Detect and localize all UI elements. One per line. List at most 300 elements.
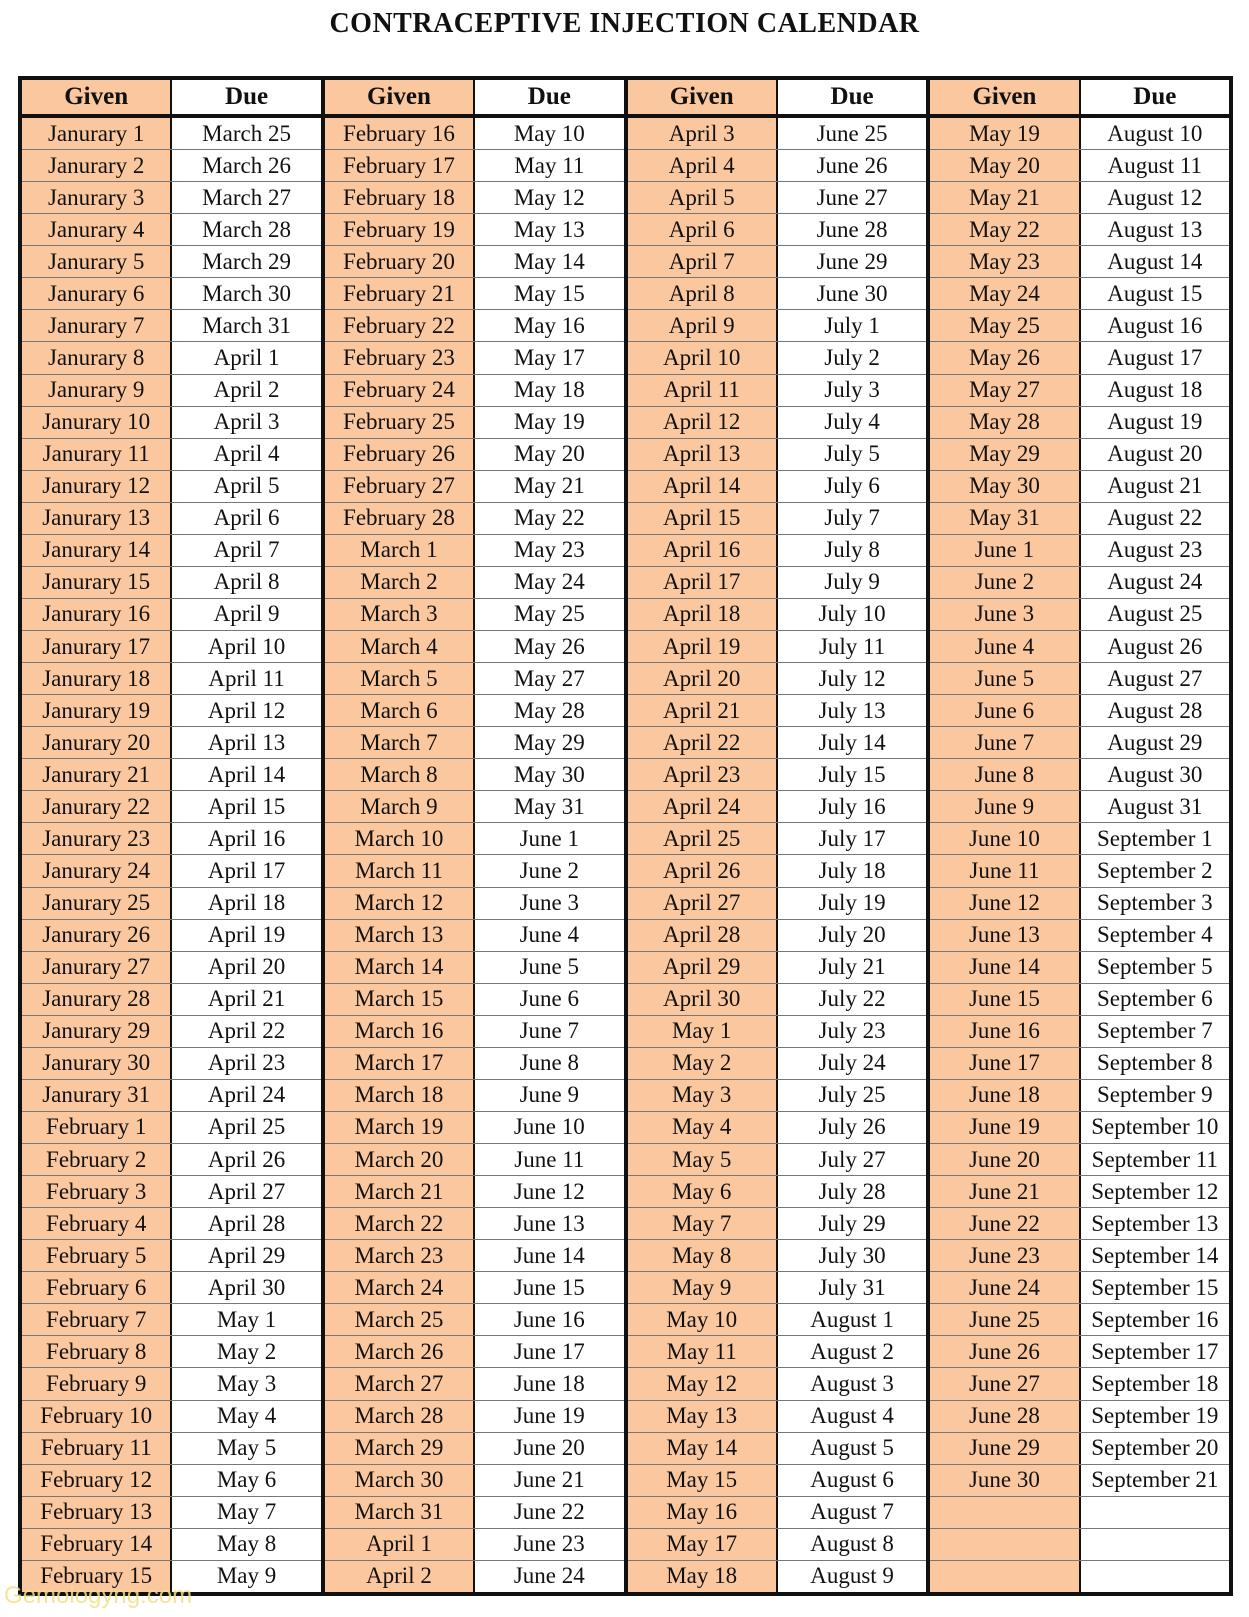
given-cell: May 9	[628, 1272, 778, 1303]
table-row	[325, 567, 624, 599]
table-row	[325, 823, 624, 855]
due-cell: April 20	[172, 952, 320, 983]
given-cell: April 15	[628, 503, 778, 534]
given-cell: Janurary 14	[22, 535, 172, 566]
given-cell: Janurary 2	[22, 150, 172, 181]
given-cell: May 29	[930, 439, 1080, 470]
given-cell: June 3	[930, 599, 1080, 630]
due-cell: July 14	[778, 727, 926, 758]
due-cell: May 7	[172, 1497, 320, 1528]
due-cell: June 14	[475, 1240, 623, 1271]
table-row	[930, 503, 1229, 535]
due-cell: June 12	[475, 1176, 623, 1207]
due-cell: June 2	[475, 855, 623, 886]
due-cell: May 29	[475, 727, 623, 758]
due-cell: August 23	[1081, 535, 1229, 566]
given-cell: May 12	[628, 1368, 778, 1399]
table-row	[628, 503, 927, 535]
given-cell: March 25	[325, 1304, 475, 1335]
due-cell: May 17	[475, 342, 623, 373]
due-header: Due	[172, 80, 320, 114]
given-cell: April 4	[628, 150, 778, 181]
due-cell: June 3	[475, 888, 623, 919]
due-cell: April 11	[172, 663, 320, 694]
table-row	[930, 1497, 1229, 1529]
given-cell: March 29	[325, 1433, 475, 1464]
due-cell: May 27	[475, 663, 623, 694]
table-row	[930, 1176, 1229, 1208]
given-cell: March 9	[325, 791, 475, 822]
given-cell: February 4	[22, 1208, 172, 1239]
due-cell	[1081, 1561, 1229, 1592]
table-row	[628, 1080, 927, 1112]
table-row	[930, 1465, 1229, 1497]
table-row	[628, 952, 927, 984]
due-cell: September 1	[1081, 823, 1229, 854]
given-cell: Janurary 29	[22, 1016, 172, 1047]
due-header: Due	[778, 80, 926, 114]
due-cell: August 25	[1081, 599, 1229, 630]
due-cell: September 9	[1081, 1080, 1229, 1111]
due-cell: May 26	[475, 631, 623, 662]
table-row	[930, 695, 1229, 727]
due-cell: June 28	[778, 214, 926, 245]
due-cell: June 8	[475, 1048, 623, 1079]
due-cell: July 8	[778, 535, 926, 566]
due-cell: May 10	[475, 118, 623, 149]
due-cell: September 17	[1081, 1336, 1229, 1367]
given-cell: April 23	[628, 759, 778, 790]
given-cell: June 9	[930, 791, 1080, 822]
due-cell	[1081, 1497, 1229, 1528]
due-cell: June 9	[475, 1080, 623, 1111]
given-cell: April 2	[325, 1561, 475, 1592]
table-row	[22, 759, 321, 791]
table-row	[325, 984, 624, 1016]
given-cell: Janurary 15	[22, 567, 172, 598]
due-cell: May 21	[475, 471, 623, 502]
due-cell: August 22	[1081, 503, 1229, 534]
table-row	[22, 631, 321, 663]
given-cell: April 11	[628, 375, 778, 406]
due-cell: June 23	[475, 1529, 623, 1560]
due-cell: August 11	[1081, 150, 1229, 181]
given-cell: June 8	[930, 759, 1080, 790]
given-cell: February 14	[22, 1529, 172, 1560]
due-cell: June 26	[778, 150, 926, 181]
table-row	[628, 727, 927, 759]
table-row	[325, 1561, 624, 1592]
table-row	[930, 1529, 1229, 1561]
table-row	[930, 791, 1229, 823]
given-cell: May 28	[930, 407, 1080, 438]
given-cell: March 10	[325, 823, 475, 854]
due-cell: May 23	[475, 535, 623, 566]
table-row	[628, 278, 927, 310]
given-cell: February 6	[22, 1272, 172, 1303]
given-cell: Janurary 9	[22, 375, 172, 406]
given-cell: May 30	[930, 471, 1080, 502]
due-cell: April 10	[172, 631, 320, 662]
table-row	[628, 439, 927, 471]
given-cell: February 26	[325, 439, 475, 470]
due-cell: August 27	[1081, 663, 1229, 694]
given-cell: Janurary 3	[22, 182, 172, 213]
due-cell: September 18	[1081, 1368, 1229, 1399]
table-row	[628, 1240, 927, 1272]
given-cell: Janurary 13	[22, 503, 172, 534]
given-cell: February 5	[22, 1240, 172, 1271]
table-row	[22, 791, 321, 823]
given-cell: May 6	[628, 1176, 778, 1207]
given-cell: April 27	[628, 888, 778, 919]
due-cell: May 5	[172, 1433, 320, 1464]
given-cell: April 7	[628, 246, 778, 277]
table-row	[628, 920, 927, 952]
given-cell: February 25	[325, 407, 475, 438]
due-cell: April 28	[172, 1208, 320, 1239]
due-cell: August 8	[778, 1529, 926, 1560]
due-cell: August 1	[778, 1304, 926, 1335]
table-row	[930, 1304, 1229, 1336]
given-cell: March 1	[325, 535, 475, 566]
given-cell: June 18	[930, 1080, 1080, 1111]
due-cell: April 22	[172, 1016, 320, 1047]
table-row	[22, 1529, 321, 1561]
given-header: Given	[325, 80, 475, 114]
given-cell: June 21	[930, 1176, 1080, 1207]
due-cell: April 12	[172, 695, 320, 726]
given-cell: February 13	[22, 1497, 172, 1528]
given-cell	[930, 1497, 1080, 1528]
due-cell: July 17	[778, 823, 926, 854]
given-cell: Janurary 24	[22, 855, 172, 886]
given-cell: June 29	[930, 1433, 1080, 1464]
given-cell: February 2	[22, 1144, 172, 1175]
table-body	[628, 118, 927, 1592]
table-row	[22, 823, 321, 855]
table-row	[930, 1048, 1229, 1080]
given-cell: February 20	[325, 246, 475, 277]
due-cell: June 5	[475, 952, 623, 983]
due-cell: June 29	[778, 246, 926, 277]
table-row	[22, 1208, 321, 1240]
given-cell: March 5	[325, 663, 475, 694]
table-row	[930, 1016, 1229, 1048]
due-cell: July 12	[778, 663, 926, 694]
due-cell: May 25	[475, 599, 623, 630]
table-row	[22, 407, 321, 439]
due-cell: August 21	[1081, 471, 1229, 502]
table-row	[628, 1144, 927, 1176]
due-cell: September 3	[1081, 888, 1229, 919]
given-cell: June 2	[930, 567, 1080, 598]
table-row	[930, 823, 1229, 855]
table-row	[22, 214, 321, 246]
table-row	[628, 631, 927, 663]
given-cell: February 7	[22, 1304, 172, 1335]
table-row	[930, 663, 1229, 695]
due-cell: September 2	[1081, 855, 1229, 886]
due-cell: September 20	[1081, 1433, 1229, 1464]
given-cell: June 1	[930, 535, 1080, 566]
given-cell: June 13	[930, 920, 1080, 951]
given-cell: February 3	[22, 1176, 172, 1207]
due-cell: September 12	[1081, 1176, 1229, 1207]
table-row	[22, 1272, 321, 1304]
given-cell: Janurary 31	[22, 1080, 172, 1111]
given-cell: May 27	[930, 375, 1080, 406]
given-cell: June 19	[930, 1112, 1080, 1143]
table-row	[930, 952, 1229, 984]
given-cell: May 17	[628, 1529, 778, 1560]
table-row	[325, 1336, 624, 1368]
given-cell: February 11	[22, 1433, 172, 1464]
due-cell: May 30	[475, 759, 623, 790]
given-cell: Janurary 8	[22, 342, 172, 373]
due-cell: September 21	[1081, 1465, 1229, 1496]
table-row	[628, 1336, 927, 1368]
table-row	[325, 855, 624, 887]
table-row	[930, 920, 1229, 952]
due-cell: April 15	[172, 791, 320, 822]
table-row	[22, 1497, 321, 1529]
due-cell: April 9	[172, 599, 320, 630]
table-row	[22, 342, 321, 374]
due-cell: August 2	[778, 1336, 926, 1367]
given-cell: March 2	[325, 567, 475, 598]
due-cell: August 6	[778, 1465, 926, 1496]
table-row	[930, 150, 1229, 182]
due-cell: March 27	[172, 182, 320, 213]
table-row	[22, 599, 321, 631]
due-cell: September 16	[1081, 1304, 1229, 1335]
due-cell: August 5	[778, 1433, 926, 1464]
table-row	[930, 375, 1229, 407]
table-row	[325, 1048, 624, 1080]
due-cell: August 7	[778, 1497, 926, 1528]
due-cell: May 16	[475, 310, 623, 341]
given-cell: March 21	[325, 1176, 475, 1207]
given-cell: April 19	[628, 631, 778, 662]
given-cell: April 20	[628, 663, 778, 694]
table-row	[22, 1112, 321, 1144]
table-row	[22, 503, 321, 535]
given-cell: March 13	[325, 920, 475, 951]
given-cell: April 25	[628, 823, 778, 854]
table-row	[930, 118, 1229, 150]
table-row	[325, 920, 624, 952]
table-row	[628, 1561, 927, 1592]
given-cell: March 28	[325, 1401, 475, 1432]
given-cell: June 10	[930, 823, 1080, 854]
due-cell: May 8	[172, 1529, 320, 1560]
given-cell: April 6	[628, 214, 778, 245]
table-row	[930, 1561, 1229, 1592]
given-cell: Janurary 16	[22, 599, 172, 630]
given-cell: April 18	[628, 599, 778, 630]
due-cell: August 30	[1081, 759, 1229, 790]
due-cell: June 1	[475, 823, 623, 854]
due-cell: April 7	[172, 535, 320, 566]
given-cell: March 23	[325, 1240, 475, 1271]
table-row	[22, 1336, 321, 1368]
due-cell: May 18	[475, 375, 623, 406]
given-cell: February 18	[325, 182, 475, 213]
given-cell: June 20	[930, 1144, 1080, 1175]
table-row	[325, 599, 624, 631]
table-row	[628, 182, 927, 214]
table-row	[628, 246, 927, 278]
given-cell: June 17	[930, 1048, 1080, 1079]
table-row	[22, 182, 321, 214]
given-cell: Janurary 17	[22, 631, 172, 662]
given-cell: May 14	[628, 1433, 778, 1464]
given-cell: Janurary 19	[22, 695, 172, 726]
given-cell: Janurary 18	[22, 663, 172, 694]
header-row	[22, 80, 321, 118]
due-cell: June 25	[778, 118, 926, 149]
due-cell: September 7	[1081, 1016, 1229, 1047]
given-cell: April 1	[325, 1529, 475, 1560]
given-cell: April 22	[628, 727, 778, 758]
table-row	[22, 1304, 321, 1336]
given-cell: April 12	[628, 407, 778, 438]
table-row	[325, 1208, 624, 1240]
table-row	[22, 1465, 321, 1497]
given-cell: Janurary 28	[22, 984, 172, 1015]
calendar-tables	[18, 76, 1233, 1596]
due-cell: September 19	[1081, 1401, 1229, 1432]
given-cell: May 3	[628, 1080, 778, 1111]
table-row	[628, 759, 927, 791]
table-row	[325, 118, 624, 150]
due-cell: August 16	[1081, 310, 1229, 341]
table-row	[325, 150, 624, 182]
table-row	[628, 1016, 927, 1048]
due-cell: May 19	[475, 407, 623, 438]
table-row	[325, 1144, 624, 1176]
table-row	[628, 150, 927, 182]
watermark: Gemologyng.com	[4, 1582, 193, 1609]
table-row	[930, 310, 1229, 342]
table-row	[22, 1144, 321, 1176]
given-cell: April 13	[628, 439, 778, 470]
given-cell: June 12	[930, 888, 1080, 919]
given-cell: February 15	[22, 1561, 172, 1592]
given-cell: June 26	[930, 1336, 1080, 1367]
given-cell: June 16	[930, 1016, 1080, 1047]
due-cell: July 1	[778, 310, 926, 341]
table-row	[628, 1112, 927, 1144]
given-cell: February 24	[325, 375, 475, 406]
due-cell: August 13	[1081, 214, 1229, 245]
table-row	[22, 1080, 321, 1112]
given-cell: Janurary 22	[22, 791, 172, 822]
table-row	[930, 1401, 1229, 1433]
table-row	[930, 984, 1229, 1016]
table-row	[930, 1336, 1229, 1368]
due-cell: April 24	[172, 1080, 320, 1111]
table-row	[930, 855, 1229, 887]
due-cell: May 28	[475, 695, 623, 726]
given-cell: June 23	[930, 1240, 1080, 1271]
page-title: CONTRACEPTIVE INJECTION CALENDAR	[329, 8, 920, 39]
due-cell: September 14	[1081, 1240, 1229, 1271]
given-cell: May 18	[628, 1561, 778, 1592]
due-cell: June 17	[475, 1336, 623, 1367]
due-cell: June 20	[475, 1433, 623, 1464]
due-cell: August 29	[1081, 727, 1229, 758]
table-row	[628, 1433, 927, 1465]
due-cell: July 20	[778, 920, 926, 951]
table-row	[325, 1176, 624, 1208]
table-row	[628, 1304, 927, 1336]
given-cell: April 26	[628, 855, 778, 886]
table-row	[325, 535, 624, 567]
table-row	[930, 1080, 1229, 1112]
table-row	[325, 952, 624, 984]
due-cell	[1081, 1529, 1229, 1560]
due-cell: June 13	[475, 1208, 623, 1239]
given-cell: February 28	[325, 503, 475, 534]
given-cell: June 27	[930, 1368, 1080, 1399]
given-cell: March 15	[325, 984, 475, 1015]
table-row	[930, 214, 1229, 246]
given-cell: March 6	[325, 695, 475, 726]
due-cell: June 21	[475, 1465, 623, 1496]
due-cell: July 16	[778, 791, 926, 822]
header-row	[325, 80, 624, 118]
table-row	[22, 695, 321, 727]
due-cell: July 22	[778, 984, 926, 1015]
table-row	[628, 471, 927, 503]
table-row	[325, 1529, 624, 1561]
table-row	[628, 118, 927, 150]
table-row	[930, 888, 1229, 920]
due-cell: May 12	[475, 182, 623, 213]
given-cell: May 23	[930, 246, 1080, 277]
table-row	[325, 342, 624, 374]
due-cell: April 30	[172, 1272, 320, 1303]
given-cell: Janurary 20	[22, 727, 172, 758]
table-row	[930, 727, 1229, 759]
due-cell: September 13	[1081, 1208, 1229, 1239]
table-row	[325, 439, 624, 471]
table-row	[930, 439, 1229, 471]
table-row	[930, 246, 1229, 278]
given-cell: June 15	[930, 984, 1080, 1015]
table-row	[930, 1368, 1229, 1400]
due-cell: May 22	[475, 503, 623, 534]
table-row	[930, 1240, 1229, 1272]
given-cell: April 9	[628, 310, 778, 341]
due-cell: June 10	[475, 1112, 623, 1143]
due-cell: April 27	[172, 1176, 320, 1207]
due-cell: July 25	[778, 1080, 926, 1111]
due-cell: August 9	[778, 1561, 926, 1592]
table-row	[325, 631, 624, 663]
given-cell	[930, 1529, 1080, 1560]
table-row	[628, 823, 927, 855]
due-cell: July 27	[778, 1144, 926, 1175]
due-cell: May 3	[172, 1368, 320, 1399]
given-cell: Janurary 30	[22, 1048, 172, 1079]
given-cell: May 7	[628, 1208, 778, 1239]
due-cell: July 24	[778, 1048, 926, 1079]
table-row	[22, 920, 321, 952]
given-cell: April 17	[628, 567, 778, 598]
